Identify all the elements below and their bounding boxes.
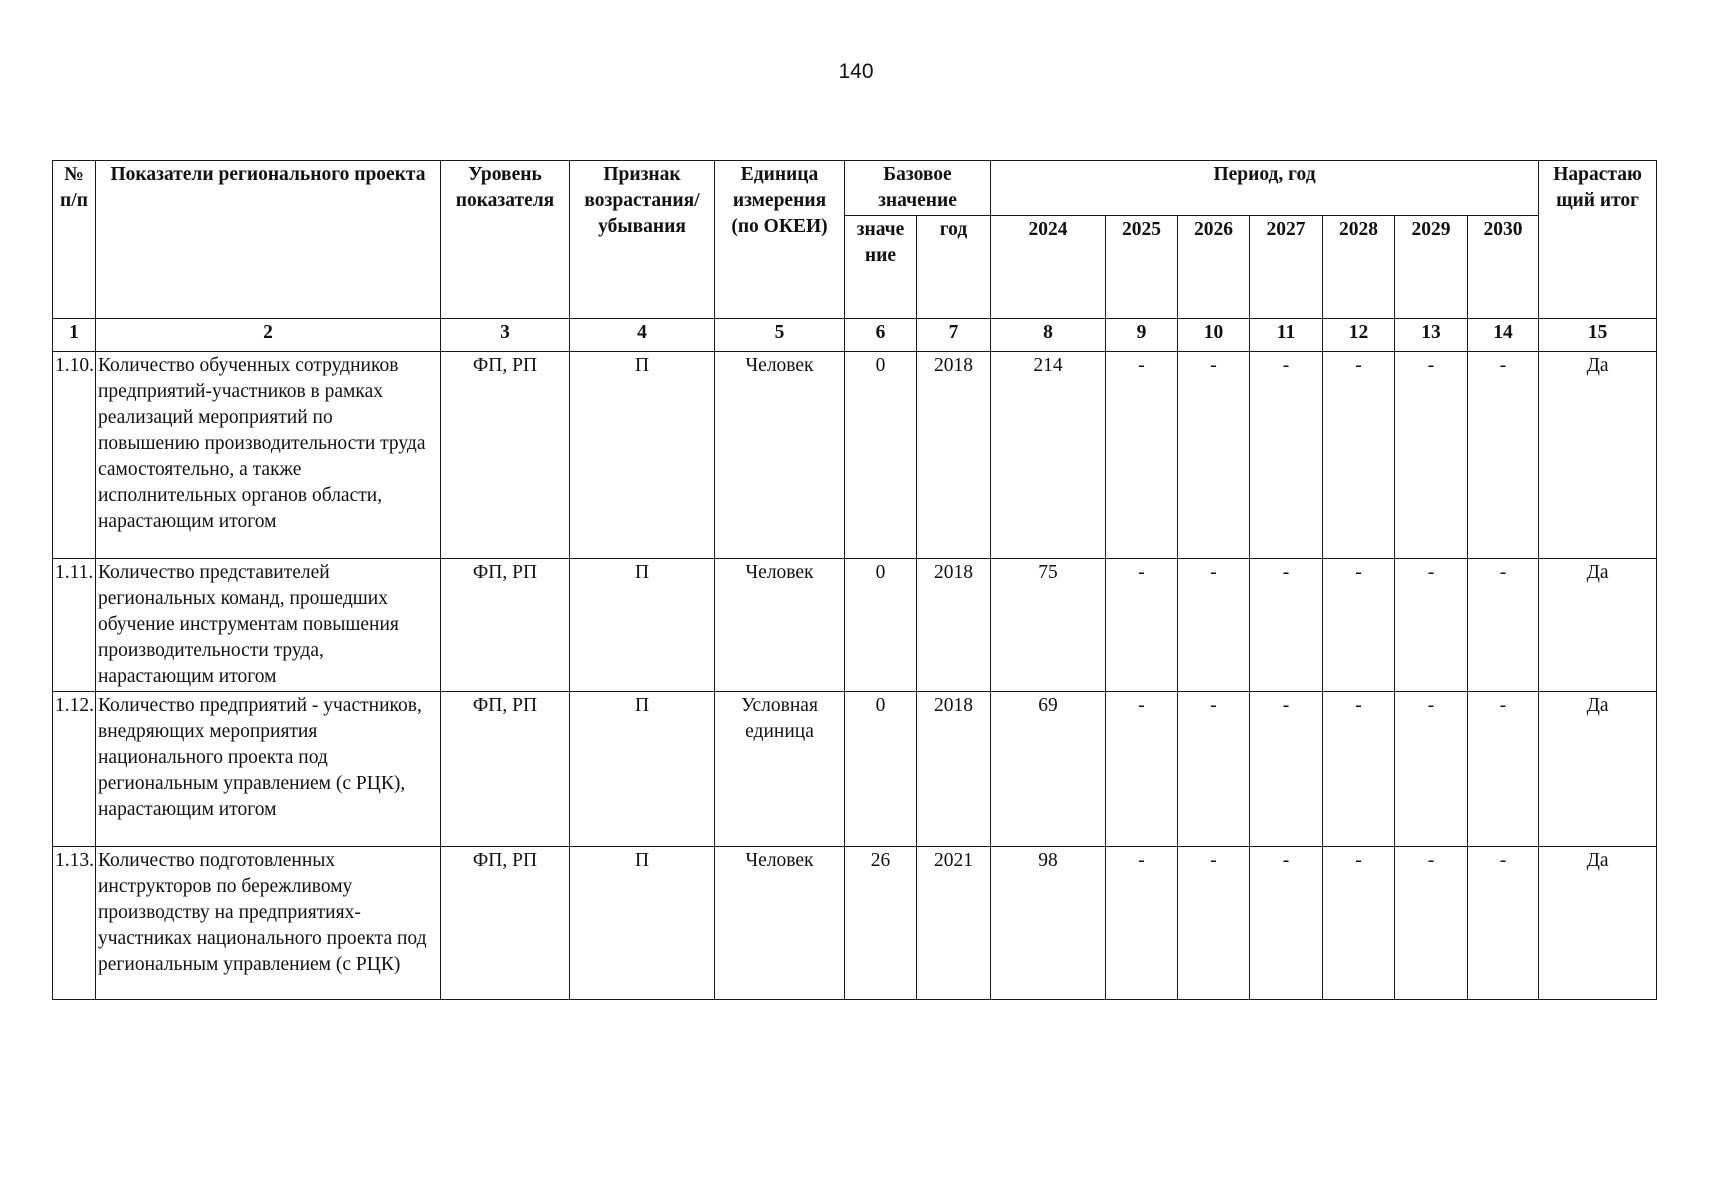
indicator-name: Количество представителей региональных команд, прошедших обучение инструментам повышения производительности труда, нарастающим итогом [96,559,441,692]
base-value: 0 [845,559,917,692]
indicator-name: Количество предприятий - участников, внедряющих мероприятия национального проекта под региональным управлением (с РЦК), нарастающим итогом [96,692,441,847]
year-value: - [1323,559,1395,692]
year-value: - [1178,352,1250,559]
header-year: 2026 [1178,216,1250,319]
column-number: 15 [1539,319,1657,352]
base-value: 0 [845,352,917,559]
year-value: - [1323,692,1395,847]
column-number: 12 [1323,319,1395,352]
indicator-unit: Человек [715,559,845,692]
year-value: - [1250,847,1323,1000]
header-period: Период, год [991,161,1539,216]
header-level: Уровень показателя [441,161,570,319]
column-number: 5 [715,319,845,352]
header-base: Базовое значение [845,161,991,216]
header-unit: Единица измерения (по ОКЕИ) [715,161,845,319]
column-number: 4 [570,319,715,352]
year-value: - [1468,847,1539,1000]
indicator-level: ФП, РП [441,352,570,559]
year-value: - [1468,692,1539,847]
cumulative-flag: Да [1539,559,1657,692]
header-year: 2030 [1468,216,1539,319]
row-number: 1.11. [53,559,96,692]
year-value: - [1106,352,1178,559]
year-value: - [1323,352,1395,559]
year-value: - [1178,692,1250,847]
table-row [53,692,1657,847]
indicator-level: ФП, РП [441,847,570,1000]
column-number: 3 [441,319,570,352]
indicator-name: Количество подготовленных инструкторов по бережливому производству на предприятиях-участниках национального проекта под региональным управлением (с РЦК) [96,847,441,1000]
indicator-unit: Условная единица [715,692,845,847]
column-number: 8 [991,319,1106,352]
year-value: - [1323,847,1395,1000]
year-value: - [1178,559,1250,692]
year-value: - [1106,559,1178,692]
indicator-trend: П [570,352,715,559]
column-number-row [53,319,1657,352]
cumulative-flag: Да [1539,352,1657,559]
year-value: 75 [991,559,1106,692]
row-number: 1.10. [53,352,96,559]
year-value: 69 [991,692,1106,847]
header-row-main [53,161,1657,216]
cumulative-flag: Да [1539,847,1657,1000]
base-value: 26 [845,847,917,1000]
year-value: - [1250,352,1323,559]
header-year: 2029 [1395,216,1468,319]
column-number: 11 [1250,319,1323,352]
table-row [53,847,1657,1000]
indicators-table [52,160,1657,1000]
column-number: 6 [845,319,917,352]
header-cumulative: Нарастаю щий итог [1539,161,1657,319]
year-value: - [1395,692,1468,847]
year-value: - [1395,847,1468,1000]
base-year: 2018 [917,352,991,559]
base-year: 2021 [917,847,991,1000]
year-value: - [1250,559,1323,692]
year-value: - [1250,692,1323,847]
indicator-unit: Человек [715,847,845,1000]
base-year: 2018 [917,559,991,692]
row-number: 1.12. [53,692,96,847]
page-number: 140 [838,60,874,83]
header-num: № п/п [53,161,96,319]
indicator-level: ФП, РП [441,559,570,692]
year-value: 214 [991,352,1106,559]
year-value: - [1395,352,1468,559]
cumulative-flag: Да [1539,692,1657,847]
column-number: 1 [53,319,96,352]
column-number: 13 [1395,319,1468,352]
column-number: 2 [96,319,441,352]
year-value: - [1468,352,1539,559]
header-year: 2024 [991,216,1106,319]
column-number: 10 [1178,319,1250,352]
year-value: - [1106,692,1178,847]
base-value: 0 [845,692,917,847]
column-number: 7 [917,319,991,352]
year-value: - [1106,847,1178,1000]
indicator-level: ФП, РП [441,692,570,847]
indicator-name: Количество обученных сотрудников предприятий-участников в рамках реализаций мероприятий по повышению производительности труда самостоятельно, а также исполнительных органов области, нарастающим итогом [96,352,441,559]
header-year: 2027 [1250,216,1323,319]
indicator-trend: П [570,692,715,847]
header-year: 2028 [1323,216,1395,319]
year-value: - [1395,559,1468,692]
year-value: - [1178,847,1250,1000]
header-base-value: значе ние [845,216,917,319]
header-year: 2025 [1106,216,1178,319]
header-base-year: год [917,216,991,319]
indicator-trend: П [570,847,715,1000]
header-trend: Признак возрастания/ убывания [570,161,715,319]
year-value: 98 [991,847,1106,1000]
header-indicator: Показатели регионального проекта [96,161,441,319]
column-number: 14 [1468,319,1539,352]
base-year: 2018 [917,692,991,847]
column-number: 9 [1106,319,1178,352]
year-value: - [1468,559,1539,692]
indicator-unit: Человек [715,352,845,559]
row-number: 1.13. [53,847,96,1000]
table-row [53,352,1657,559]
indicator-trend: П [570,559,715,692]
table-row [53,559,1657,692]
